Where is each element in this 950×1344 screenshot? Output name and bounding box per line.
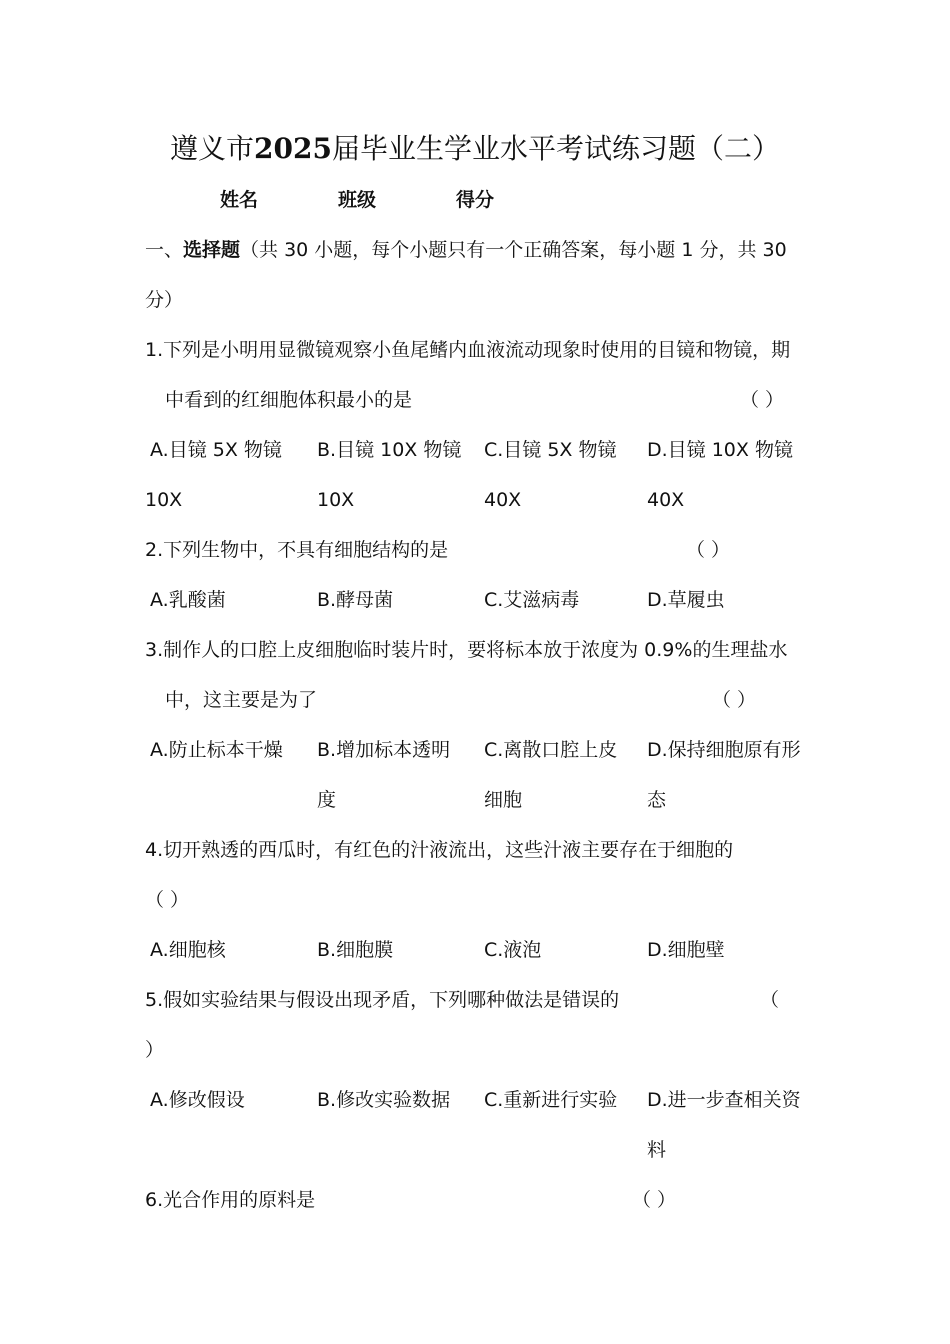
q3-option-c-cont: 细胞	[484, 789, 523, 811]
q1-option-d: D.目镜 10X 物镜	[647, 439, 793, 461]
q5-option-d: D.进一步查相关资	[647, 1089, 801, 1111]
q5-option-a: A.修改假设	[150, 1089, 245, 1111]
section-heading: 一、选择题（共 30 小题，每个小题只有一个正确答案，每小题 1 分，共 30	[145, 239, 787, 261]
q1-option-b: B.目镜 10X 物镜	[317, 439, 462, 461]
q4-option-c: C.液泡	[484, 939, 542, 961]
answer-blank-3[interactable]: （ ）	[712, 689, 757, 711]
q4-option-a: A.细胞核	[150, 939, 226, 961]
q3-option-c: C.离散口腔上皮	[484, 739, 618, 761]
q3-option-d-cont: 态	[647, 789, 667, 811]
q2-option-d: D.草履虫	[647, 589, 725, 611]
q5-option-b: B.修改实验数据	[317, 1089, 451, 1111]
answer-blank-5-close[interactable]: ）	[145, 1039, 165, 1061]
q1-option-b-cont: 10X	[317, 489, 355, 511]
q2-option-c: C.艾滋病毒	[484, 589, 580, 611]
answer-blank-6[interactable]: （ ）	[632, 1189, 677, 1211]
answer-blank-2[interactable]: （ ）	[686, 539, 731, 561]
q1-option-a: A.目镜 5X 物镜	[150, 439, 282, 461]
q3-option-a: A.防止标本干燥	[150, 739, 283, 761]
q3-option-d: D.保持细胞原有形	[647, 739, 801, 761]
name-label: 姓名	[220, 189, 259, 211]
q4-option-d: D.细胞壁	[647, 939, 725, 961]
q1-option-c: C.目镜 5X 物镜	[484, 439, 617, 461]
question-4-text: 4.切开熟透的西瓜时，有红色的汁液流出，这些汁液主要存在于细胞的	[145, 839, 734, 861]
question-1-text-cont: 中看到的红细胞体积最小的是	[165, 389, 413, 411]
question-6-text: 6.光合作用的原料是	[145, 1189, 316, 1211]
exam-title: 遵义市2025届毕业生学业水平考试练习题（二）	[170, 132, 780, 165]
q5-option-d-cont: 料	[647, 1139, 667, 1161]
q1-option-a-cont: 10X	[145, 489, 183, 511]
question-3-text: 3.制作人的口腔上皮细胞临时装片时，要将标本放于浓度为 0.9%的生理盐水	[145, 639, 788, 661]
answer-blank-4[interactable]: （ ）	[145, 889, 190, 911]
q3-option-b-cont: 度	[317, 789, 337, 811]
q3-option-b: B.增加标本透明	[317, 739, 451, 761]
question-1-text: 1.下列是小明用显微镜观察小鱼尾鳍内血液流动现象时使用的目镜和物镜，期	[145, 339, 791, 361]
score-label: 得分	[456, 189, 495, 211]
q2-option-b: B.酵母菌	[317, 589, 394, 611]
question-2-text: 2.下列生物中，不具有细胞结构的是	[145, 539, 449, 561]
q1-option-d-cont: 40X	[647, 489, 685, 511]
class-label: 班级	[338, 189, 377, 211]
answer-blank-1[interactable]: （ ）	[740, 389, 785, 411]
question-3-text-cont: 中，这主要是为了	[165, 689, 318, 711]
section-desc-cont: 分）	[145, 289, 184, 311]
q4-option-b: B.细胞膜	[317, 939, 394, 961]
answer-blank-5-open[interactable]: （	[760, 989, 780, 1011]
question-5-text: 5.假如实验结果与假设出现矛盾，下列哪种做法是错误的	[145, 989, 620, 1011]
q2-option-a: A.乳酸菌	[150, 589, 226, 611]
q5-option-c: C.重新进行实验	[484, 1089, 618, 1111]
q1-option-c-cont: 40X	[484, 489, 522, 511]
